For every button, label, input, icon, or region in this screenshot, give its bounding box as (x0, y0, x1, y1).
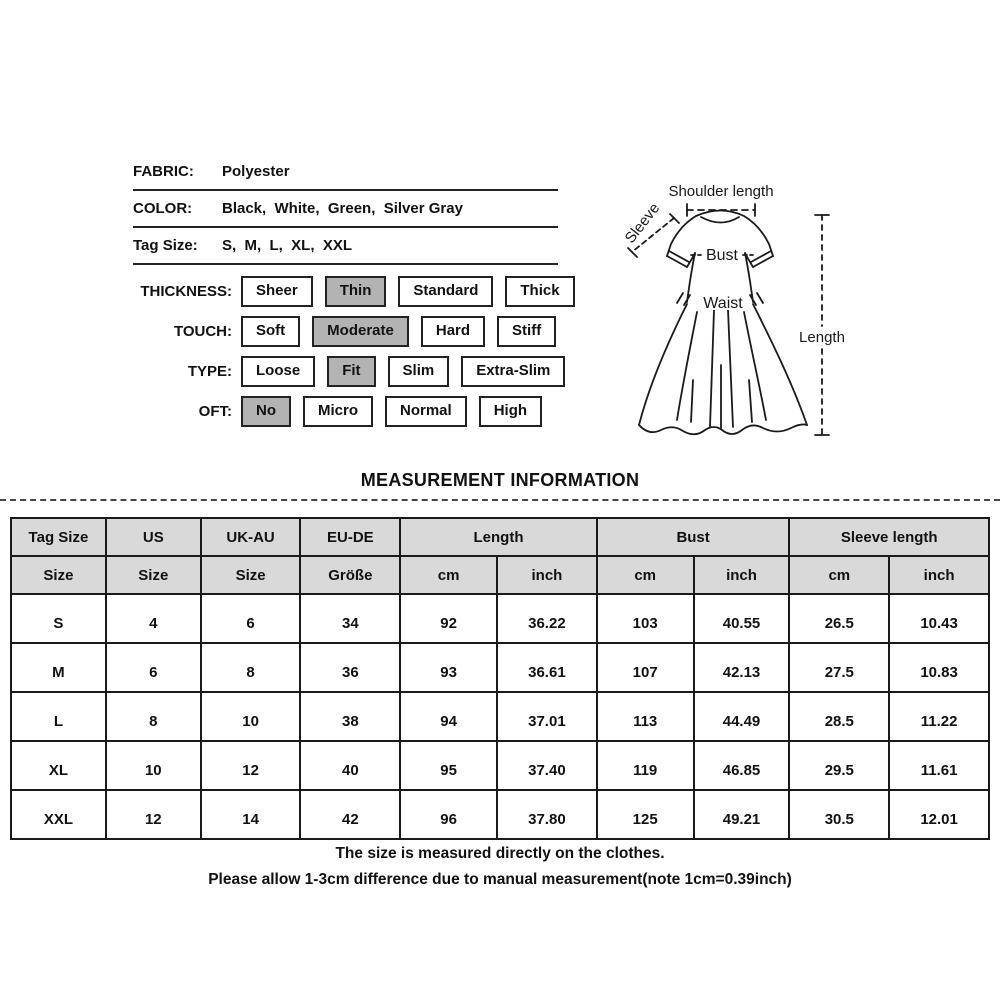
oft-row (118, 396, 587, 427)
thickness-row (118, 276, 587, 307)
type-label: TYPE: (187, 363, 232, 380)
cell: XL (11, 741, 106, 790)
cell: 12 (106, 790, 201, 839)
header-tag-size: Tag Size (11, 518, 106, 556)
thickness-option-thin: Thin (325, 276, 387, 307)
color-label: COLOR: (133, 200, 193, 217)
cell: 10 (201, 692, 301, 741)
size-row-xl (11, 741, 989, 790)
header-eu-de: EU-DE (300, 518, 400, 556)
cell: 95 (400, 741, 497, 790)
thickness-option-sheer: Sheer (241, 276, 313, 307)
cell: 96 (400, 790, 497, 839)
cell: 44.49 (694, 692, 790, 741)
cell: 119 (597, 741, 694, 790)
cell: 34 (300, 594, 400, 643)
oft-option-high: High (479, 396, 542, 427)
fabric-value: Polyester (222, 163, 290, 180)
subheader-cell: Size (201, 556, 301, 594)
size-row-m (11, 643, 989, 692)
size-row-l (11, 692, 989, 741)
cell: 37.80 (497, 790, 597, 839)
subheader-cell: Size (11, 556, 106, 594)
cell: 37.01 (497, 692, 597, 741)
tag-size-row (133, 228, 558, 265)
cell: L (11, 692, 106, 741)
attributes-section (118, 276, 587, 436)
size-table (10, 517, 990, 840)
cell: 11.22 (889, 692, 989, 741)
header-uk-au: UK-AU (201, 518, 301, 556)
subheader-cell: inch (889, 556, 989, 594)
cell: 10 (106, 741, 201, 790)
cell: S (11, 594, 106, 643)
fabric-row (133, 154, 558, 191)
oft-option-no: No (241, 396, 291, 427)
size-table-wrap (10, 517, 990, 840)
cell: 8 (201, 643, 301, 692)
subheader-cell: inch (694, 556, 790, 594)
cell: 28.5 (789, 692, 889, 741)
cell: 93 (400, 643, 497, 692)
subheader-cell: cm (789, 556, 889, 594)
touch-option-moderate: Moderate (312, 316, 409, 347)
cell: 10.43 (889, 594, 989, 643)
thickness-label: THICKNESS: (140, 283, 232, 300)
type-option-loose: Loose (241, 356, 315, 387)
subheader-cell: Size (106, 556, 201, 594)
tag-size-value: S, M, L, XL, XXL (222, 237, 353, 254)
dress-diagram-icon (598, 170, 868, 460)
dashed-divider (0, 499, 1000, 501)
touch-row (118, 316, 587, 347)
type-option-extra-slim: Extra-Slim (461, 356, 565, 387)
note-measured-on-clothes: The size is measured directly on the clothes. (335, 845, 665, 862)
color-row (133, 191, 558, 228)
header-length: Length (400, 518, 597, 556)
product-info-section (133, 154, 558, 265)
oft-option-micro: Micro (303, 396, 373, 427)
cell: 12 (201, 741, 301, 790)
cell: 11.61 (889, 741, 989, 790)
size-row-xxl (11, 790, 989, 839)
subheader-cell: cm (400, 556, 497, 594)
color-value: Black, White, Green, Silver Gray (222, 200, 463, 217)
cell: 125 (597, 790, 694, 839)
touch-option-soft: Soft (241, 316, 300, 347)
touch-option-stiff: Stiff (497, 316, 556, 347)
sub-header-row (11, 556, 989, 594)
cell: 8 (106, 692, 201, 741)
cell: 40 (300, 741, 400, 790)
tag-size-label: Tag Size: (133, 237, 198, 254)
cell: 26.5 (789, 594, 889, 643)
cell: 38 (300, 692, 400, 741)
header-us: US (106, 518, 201, 556)
cell: 103 (597, 594, 694, 643)
thickness-option-standard: Standard (398, 276, 493, 307)
cell: 107 (597, 643, 694, 692)
cell: 4 (106, 594, 201, 643)
cell: 6 (201, 594, 301, 643)
cell: 29.5 (789, 741, 889, 790)
subheader-cell: Größe (300, 556, 400, 594)
cell: 6 (106, 643, 201, 692)
touch-label: TOUCH: (173, 323, 232, 340)
cell: 36 (300, 643, 400, 692)
oft-label: OFT: (198, 403, 232, 420)
cell: 36.61 (497, 643, 597, 692)
shoulder-length-label: Shoulder length (668, 183, 774, 200)
cell: 92 (400, 594, 497, 643)
cell: 36.22 (497, 594, 597, 643)
subheader-cell: inch (497, 556, 597, 594)
measurement-information-title: MEASUREMENT INFORMATION (360, 470, 640, 490)
subheader-cell: cm (597, 556, 694, 594)
type-row (118, 356, 587, 387)
fabric-label: FABRIC: (133, 163, 194, 180)
cell: 30.5 (789, 790, 889, 839)
cell: 40.55 (694, 594, 790, 643)
header-bust: Bust (597, 518, 790, 556)
touch-option-hard: Hard (421, 316, 485, 347)
header-group-row (11, 518, 989, 556)
cell: 27.5 (789, 643, 889, 692)
cell: M (11, 643, 106, 692)
cell: 12.01 (889, 790, 989, 839)
length-label: Length (799, 329, 845, 346)
cell: 14 (201, 790, 301, 839)
cell: 94 (400, 692, 497, 741)
header-sleeve-length: Sleeve length (789, 518, 989, 556)
cell: 49.21 (694, 790, 790, 839)
waist-label: Waist (703, 295, 743, 312)
size-row-s (11, 594, 989, 643)
cell: XXL (11, 790, 106, 839)
cell: 42 (300, 790, 400, 839)
sleeve-label: Sleeve (621, 199, 664, 247)
cell: 37.40 (497, 741, 597, 790)
cell: 113 (597, 692, 694, 741)
footer-notes (0, 845, 1000, 897)
note-manual-measurement: Please allow 1-3cm difference due to manual measurement(note 1cm=0.39inch) (208, 871, 792, 888)
type-option-fit: Fit (327, 356, 375, 387)
thickness-option-thick: Thick (505, 276, 574, 307)
bust-label: Bust (705, 247, 739, 264)
oft-option-normal: Normal (385, 396, 467, 427)
cell: 42.13 (694, 643, 790, 692)
cell: 10.83 (889, 643, 989, 692)
cell: 46.85 (694, 741, 790, 790)
type-option-slim: Slim (388, 356, 450, 387)
